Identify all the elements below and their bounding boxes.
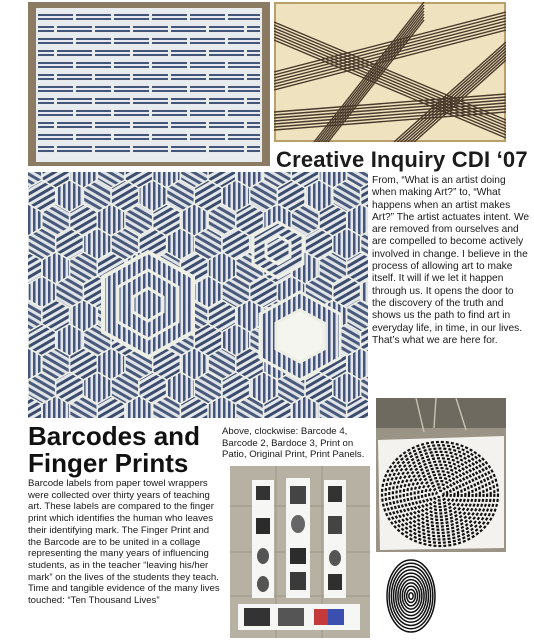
barcode-hexagon-panel-image xyxy=(28,172,368,418)
barcode-crossing-bands-image xyxy=(274,2,506,142)
heading-line-1: Barcodes and xyxy=(28,421,200,451)
photo-print-on-patio xyxy=(376,398,506,552)
section-heading xyxy=(28,423,200,477)
photo-caption: Above, clockwise: Barcode 4, Barcode 2, Bardoce 3, Print on Patio, Original Print, Print Panels. xyxy=(222,426,365,461)
photo-barcode-3 xyxy=(28,172,368,418)
photo-barcode-4 xyxy=(28,2,270,166)
barcode-brick-panel-image xyxy=(28,2,270,166)
fingerprint-patio-image xyxy=(376,398,506,552)
photo-original-print xyxy=(382,556,440,636)
body-text: Barcode labels from paper towel wrappers were collected over thirty years of teaching art. These labels are compared to the finger print which identifies the human who leaves their identifying mark. The Finger Print and the Barcode are to be united in a collage representing the many years of influencing students, as in the teacher “leaving his/her mark” on the lives of the students they teach. Time and tangible evidence of the many lives touched: “Ten Thousand Lives” xyxy=(28,478,220,607)
intro-text xyxy=(372,175,530,347)
photo-barcode-2 xyxy=(274,2,506,142)
intro-paragraph: From, “What is an artist doing when making Art?” to, “What happens when an artist makes Art?” The artist actuates intent. We are removed from ourselves and are compelled to become actively involved in change. I believe in the process of allowing art to make itself. It will if we let it happen through us. It opens the door to the discovery of the truth and shows us the path to find art in everyday life, in time, in our lives. That’s what we are here for. xyxy=(372,175,530,346)
print-panels-image xyxy=(230,466,370,638)
photo-print-panels xyxy=(230,466,370,638)
page-title: Creative Inquiry CDI ‘07 xyxy=(276,147,528,172)
fingerprint-image xyxy=(382,556,440,636)
heading-line-2: Finger Prints xyxy=(28,448,189,478)
